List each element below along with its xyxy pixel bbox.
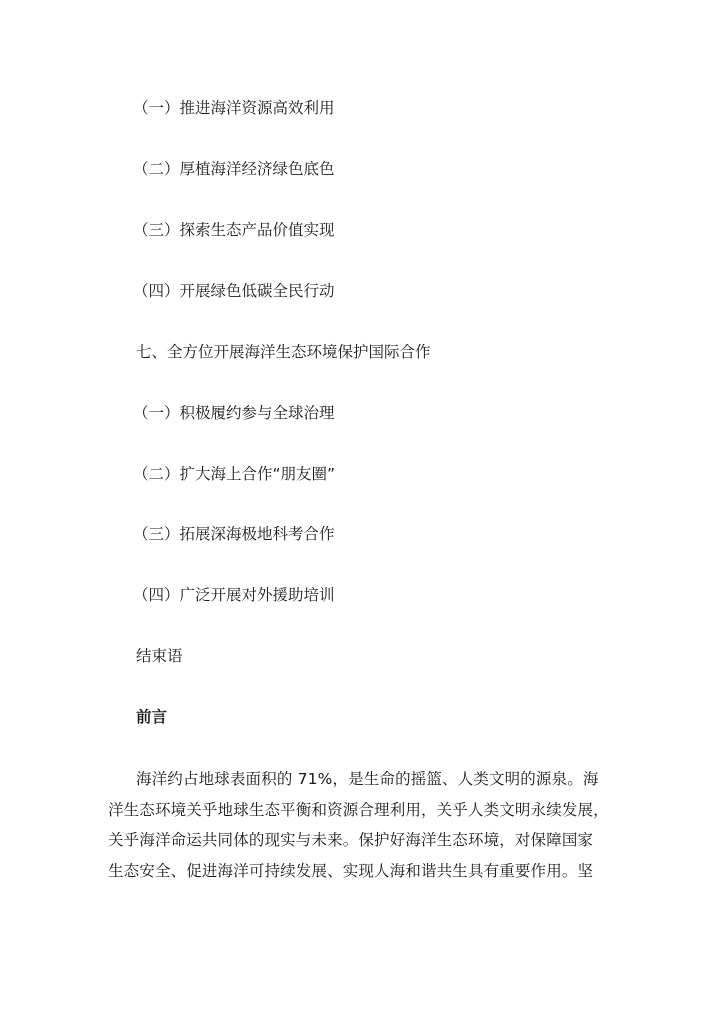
toc-item: （二）扩大海上合作“朋友圈” — [133, 465, 336, 483]
paragraph-line: 海洋约占地球表面积的 71%，是生命的摇篮、人类文明的源泉。海 — [136, 770, 599, 788]
paragraph-line: 生态安全、促进海洋可持续发展、实现人海和谐共生具有重要作用。坚 — [108, 861, 594, 880]
section-heading: 前言 — [136, 708, 168, 726]
toc-item: （三）拓展深海极地科考合作 — [133, 525, 335, 543]
paragraph-line: 关乎海洋命运共同体的现实与未来。保护好海洋生态环境，对保障国家 — [108, 831, 594, 849]
toc-item: （四）广泛开展对外援助培训 — [133, 586, 335, 604]
toc-chapter: 七、全方位开展海洋生态环境保护国际合作 — [136, 343, 431, 361]
toc-item: （四）开展绿色低碳全民行动 — [133, 282, 335, 300]
toc-item: （一）推进海洋资源高效利用 — [133, 99, 335, 117]
body-paragraph — [108, 764, 620, 886]
toc-item: （三）探索生态产品价值实现 — [133, 221, 335, 239]
toc-chapter: 结束语 — [136, 647, 183, 665]
toc-item: （二）厚植海洋经济绿色底色 — [133, 160, 335, 178]
toc-item: （一）积极履约参与全球治理 — [133, 404, 335, 422]
paragraph-line: 洋生态环境关乎地球生态平衡和资源合理利用，关乎人类文明永续发展， — [108, 800, 609, 819]
